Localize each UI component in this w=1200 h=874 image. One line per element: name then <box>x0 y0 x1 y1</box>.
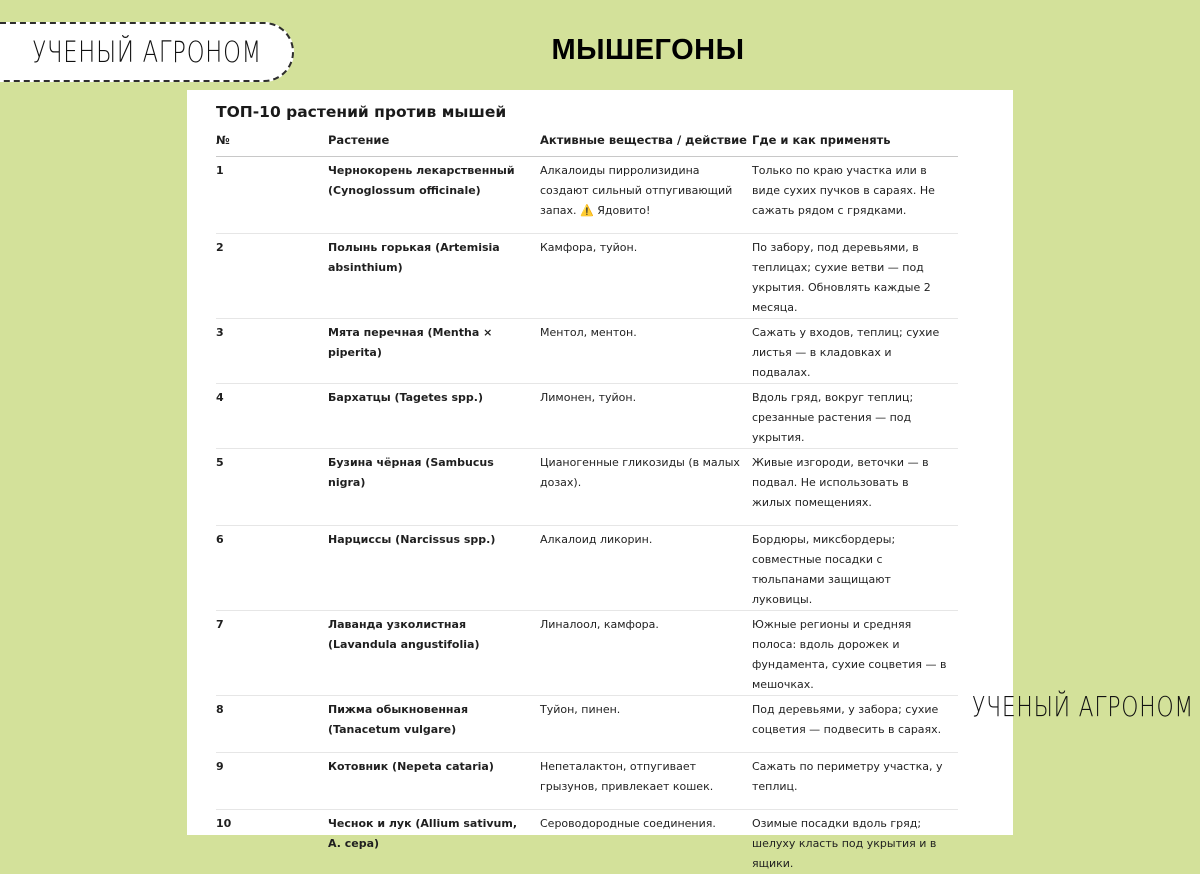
brand-name: УЧЕНЫЙ АГРОНОМ <box>32 35 262 69</box>
row-plant: Пижма обыкновенная (Tanacetum vulgare) <box>328 696 540 753</box>
page-title: МЫШЕГОНЫ <box>0 34 1200 67</box>
row-substance: Ментол, ментон. <box>540 319 752 384</box>
row-substance: Цианогенные гликозиды (в малых дозах). <box>540 449 752 526</box>
header-substance: Активные вещества / действие <box>540 130 752 157</box>
row-number: 10 <box>216 810 328 874</box>
row-plant: Чеснок и лук (Allium sativum, A. cepa) <box>328 810 540 874</box>
table-title: ТОП-10 растений против мышей <box>216 103 506 121</box>
row-plant: Мята перечная (Mentha × piperita) <box>328 319 540 384</box>
row-number: 9 <box>216 753 328 810</box>
row-number: 3 <box>216 319 328 384</box>
table-row <box>216 384 958 449</box>
row-number: 4 <box>216 384 328 449</box>
table-row <box>216 319 958 384</box>
row-where: Только по краю участка или в виде сухих пучков в сараях. Не сажать рядом с грядками. <box>752 157 958 234</box>
table-header-row <box>216 130 958 157</box>
row-substance: Камфора, туйон. <box>540 234 752 319</box>
row-plant: Чернокорень лекарственный (Cynoglossum officinale) <box>328 157 540 234</box>
row-plant: Бузина чёрная (Sambucus nigra) <box>328 449 540 526</box>
brand-watermark: УЧЕНЫЙ АГРОНОМ <box>972 690 1128 723</box>
row-where: Бордюры, миксбордеры; совместные посадки с тюльпанами защищают луковицы. <box>752 526 958 611</box>
row-number: 6 <box>216 526 328 611</box>
row-substance: Линалоол, камфора. <box>540 611 752 696</box>
row-plant: Нарциссы (Narcissus spp.) <box>328 526 540 611</box>
row-substance: Алкалоиды пирролизидина создают сильный отпугивающий запах. ⚠️ Ядовито! <box>540 157 752 234</box>
row-plant: Лаванда узколистная (Lavandula angustifolia) <box>328 611 540 696</box>
row-substance: Туйон, пинен. <box>540 696 752 753</box>
row-where: Южные регионы и средняя полоса: вдоль дорожек и фундамента, сухие соцветия — в мешочках. <box>752 611 958 696</box>
row-where: Вдоль гряд, вокруг теплиц; срезанные растения — под укрытия. <box>752 384 958 449</box>
row-number: 7 <box>216 611 328 696</box>
row-where: Под деревьями, у забора; сухие соцветия — подвесить в сараях. <box>752 696 958 753</box>
row-substance: Лимонен, туйон. <box>540 384 752 449</box>
row-where: Сажать по периметру участка, у теплиц. <box>752 753 958 810</box>
table-row <box>216 696 958 753</box>
row-where: Живые изгороди, веточки — в подвал. Не использовать в жилых помещениях. <box>752 449 958 526</box>
plants-table <box>216 130 958 874</box>
row-where: По забору, под деревьями, в теплицах; сухие ветви — под укрытия. Обновлять каждые 2 месяца. <box>752 234 958 319</box>
row-where: Озимые посадки вдоль гряд; шелуху класть под укрытия и в ящики. <box>752 810 958 874</box>
row-plant: Полынь горькая (Artemisia absinthium) <box>328 234 540 319</box>
row-where: Сажать у входов, теплиц; сухие листья — в кладовках и подвалах. <box>752 319 958 384</box>
header-number: № <box>216 130 328 157</box>
table-row <box>216 810 958 874</box>
header-where: Где и как применять <box>752 130 958 157</box>
row-substance: Сероводородные соединения. <box>540 810 752 874</box>
table-row <box>216 611 958 696</box>
table-card <box>187 90 1013 835</box>
row-plant: Котовник (Nepeta cataria) <box>328 753 540 810</box>
row-substance: Непеталактон, отпугивает грызунов, привлекает кошек. <box>540 753 752 810</box>
row-number: 8 <box>216 696 328 753</box>
row-substance: Алкалоид ликорин. <box>540 526 752 611</box>
row-number: 5 <box>216 449 328 526</box>
table-row <box>216 234 958 319</box>
row-plant: Бархатцы (Tagetes spp.) <box>328 384 540 449</box>
table-row <box>216 157 958 234</box>
header-plant: Растение <box>328 130 540 157</box>
row-number: 2 <box>216 234 328 319</box>
table-row <box>216 449 958 526</box>
table-row <box>216 526 958 611</box>
row-number: 1 <box>216 157 328 234</box>
table-row <box>216 753 958 810</box>
